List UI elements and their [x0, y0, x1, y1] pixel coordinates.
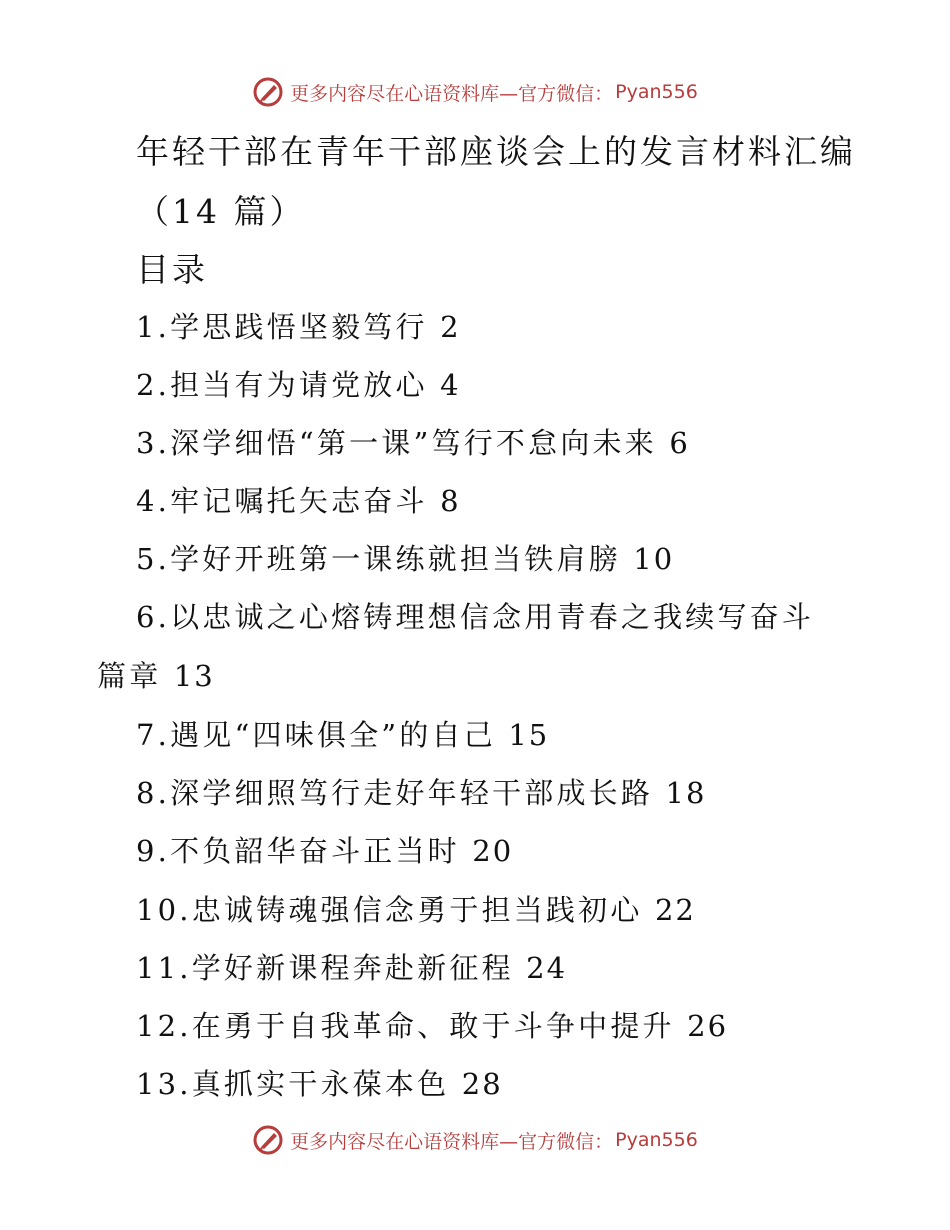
toc-item-label: 6.以忠诚之心熔铸理想信念用青春之我续写奋斗 [136, 600, 815, 634]
toc-item-label: 10.忠诚铸魂强信念勇于担当践初心 [136, 893, 643, 927]
toc-item-page: 20 [472, 834, 514, 868]
toc-item-label: 1.学思践悟坚毅笃行 [136, 310, 428, 344]
toc-item-label: 5.学好开班第一课练就担当铁肩膀 [136, 542, 621, 576]
toc-item [136, 888, 696, 929]
toc-item-label: 7.遇见“四味俱全”的自己 [136, 718, 496, 752]
watermark-text: 更多内容尽在心语资料库—官方微信： [290, 82, 614, 105]
toc-item-label: 8.深学细照笃行走好年轻干部成长路 [136, 776, 654, 810]
toc-item-page: 24 [526, 951, 568, 985]
pen-logo-icon [252, 76, 284, 108]
toc-item [136, 421, 690, 462]
toc-item-page: 4 [440, 368, 461, 402]
watermark-wechat-id: Pyan556 [615, 1129, 698, 1151]
toc-item-page: 13 [173, 659, 215, 693]
toc-item-label: 11.学好新课程奔赴新征程 [136, 951, 514, 985]
toc-item-label-continuation: 篇章 [97, 659, 162, 693]
toc-item-continuation [97, 654, 215, 695]
toc-item-page: 22 [654, 893, 696, 927]
watermark-text: 更多内容尽在心语资料库—官方微信： [290, 1130, 614, 1153]
toc-item-page: 15 [508, 718, 550, 752]
document-title-count: （14 篇） [136, 192, 306, 231]
toc-item-label: 12.在勇于自我革命、敢于斗争中提升 [136, 1009, 675, 1043]
toc-item-label: 3.深学细悟“第一课”笃行不怠向未来 [136, 426, 657, 460]
toc-item [136, 305, 461, 346]
toc-item [136, 1004, 728, 1045]
toc-item-page: 18 [665, 776, 707, 810]
pen-logo-icon [252, 1124, 284, 1156]
watermark-banner-bottom [0, 1118, 950, 1162]
toc-item [136, 479, 461, 520]
toc-item-label: 4.牢记嘱托矢志奋斗 [136, 484, 428, 518]
toc-item [136, 537, 674, 578]
toc-item [136, 1062, 503, 1103]
toc-item [136, 363, 461, 404]
toc-item-page: 26 [687, 1009, 729, 1043]
toc-item [136, 713, 549, 754]
toc-item [136, 595, 814, 636]
document-title: 年轻干部在青年干部座谈会上的发言材料汇编 [136, 132, 856, 171]
toc-item-page: 6 [669, 426, 690, 460]
toc-item-page: 2 [440, 310, 461, 344]
toc-item-label: 9.不负韶华奋斗正当时 [136, 834, 460, 868]
watermark-banner-top [0, 70, 950, 114]
toc-item [136, 946, 567, 987]
toc-heading: 目录 [136, 250, 208, 289]
toc-item-page: 10 [633, 542, 675, 576]
toc-item [136, 771, 706, 812]
toc-item-page: 8 [440, 484, 461, 518]
toc-item-page: 28 [461, 1067, 503, 1101]
toc-item-label: 2.担当有为请党放心 [136, 368, 428, 402]
toc-item-label: 13.真抓实干永葆本色 [136, 1067, 450, 1101]
watermark-wechat-id: Pyan556 [615, 81, 698, 103]
toc-item [136, 829, 513, 870]
